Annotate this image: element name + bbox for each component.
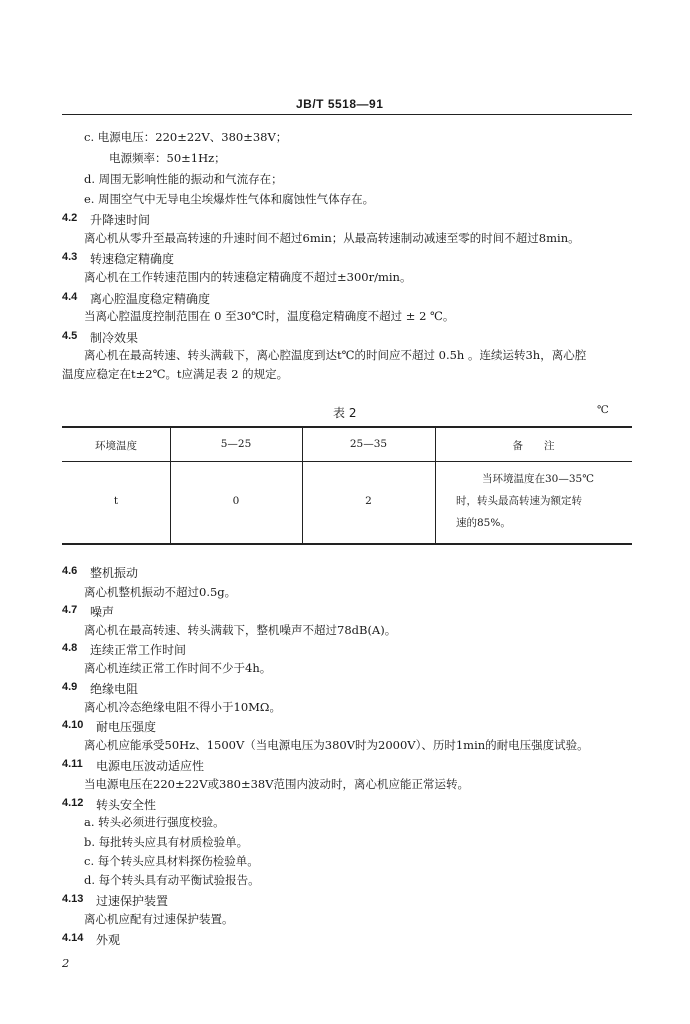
section-title: 制冷效果 — [90, 331, 139, 345]
table-bottom-rule — [62, 543, 632, 545]
text-line: 离心机在最高转速、转头满载下，整机噪声不超过78dB(A)。 — [84, 623, 397, 637]
text-line: a. 转头必须进行强度校验。 — [84, 815, 225, 829]
table-note-line: 时，转头最高转速为额定转 — [456, 495, 582, 507]
text-line: e. 周围空气中无导电尘埃爆炸性气体和腐蚀性气体存在。 — [84, 192, 375, 206]
section-number: 4.4 — [62, 291, 78, 303]
table-note-line: 速的85%。 — [456, 517, 511, 529]
text-line: 离心机在最高转速、转头满载下，离心腔温度到达t℃的时间应不超过 0.5h 。连续运转3h，离心腔 — [84, 348, 587, 362]
section-number: 4.3 — [62, 251, 78, 263]
text-line: 离心机在工作转速范围内的转速稳定精确度不超过±300r/min。 — [84, 270, 412, 284]
table-caption: 表 2 — [333, 406, 357, 420]
text-line: 离心机连续正常工作时间不少于4h。 — [84, 661, 272, 675]
text-line: 电源频率：50±1Hz； — [109, 151, 226, 165]
document-header: JB/T 5518—91 — [296, 97, 384, 111]
header-rule — [62, 114, 632, 115]
section-title: 电源电压波动适应性 — [96, 759, 205, 773]
text-line: 当离心腔温度控制范围在 0 至30℃时，温度稳定精确度不超过 ± 2 ℃。 — [84, 309, 455, 323]
section-number: 4.9 — [62, 681, 78, 693]
section-title: 离心腔温度稳定精确度 — [90, 292, 211, 306]
text-line: 离心机应能承受50Hz、1500V（当电源电压为380V时为2000V）、历时1min的耐电压强度试验。 — [84, 738, 589, 752]
table-header-cell: 备 注 — [512, 440, 555, 452]
section-number: 4.11 — [62, 758, 83, 770]
section-number: 4.13 — [62, 893, 84, 905]
table-header-cell: 25—35 — [349, 438, 388, 450]
section-number: 4.8 — [62, 642, 78, 654]
section-number: 4.7 — [62, 604, 78, 616]
text-line: 温度应稳定在t±2℃。t应满足表 2 的规定。 — [62, 367, 289, 381]
text-line: d. 每个转头具有动平衡试验报告。 — [84, 873, 260, 887]
section-title: 转头安全性 — [96, 798, 157, 812]
table-unit: ℃ — [597, 404, 609, 416]
table-top-rule — [62, 426, 632, 428]
text-line: 离心机整机振动不超过0.5g。 — [84, 585, 237, 599]
text-line: 离心机冷态绝缘电阻不得小于10MΩ。 — [84, 700, 281, 714]
table-header-cell: 环境温度 — [95, 440, 137, 452]
section-number: 4.14 — [62, 932, 84, 944]
section-number: 4.6 — [62, 565, 78, 577]
table-note-line: 当环境温度在30—35℃ — [482, 473, 594, 485]
section-title: 转速稳定精确度 — [90, 252, 175, 266]
section-number: 4.10 — [62, 719, 84, 731]
table-header-cell: 5—25 — [220, 438, 252, 450]
page-number: 2 — [62, 956, 70, 970]
text-line: b. 每批转头应具有材质检验单。 — [84, 835, 249, 849]
text-line: c. 每个转头应具材料探伤检验单。 — [84, 854, 259, 868]
section-title: 升降速时间 — [90, 213, 151, 227]
text-line: 离心机应配有过速保护装置。 — [84, 912, 234, 926]
section-title: 耐电压强度 — [96, 720, 157, 734]
text-line: 离心机从零升至最高转速的升速时间不超过6min；从最高转速制动减速至零的时间不超过8min。 — [84, 231, 580, 245]
text-line: d. 周围无影响性能的振动和气流存在； — [84, 172, 283, 186]
table-cell: 0 — [232, 495, 240, 507]
table-cell: t — [113, 495, 119, 507]
table-header-rule — [62, 461, 632, 462]
section-title: 绝缘电阻 — [90, 682, 139, 696]
section-title: 连续正常工作时间 — [90, 643, 187, 657]
text-line: 当电源电压在220±22V或380±38V范围内波动时，离心机应能正常运转。 — [84, 777, 470, 791]
section-title: 过速保护装置 — [96, 894, 169, 908]
section-title: 噪声 — [90, 605, 115, 619]
text-line: c. 电源电压：220±22V、380±38V； — [84, 130, 288, 144]
section-title: 外观 — [96, 933, 121, 947]
section-number: 4.12 — [62, 797, 84, 809]
section-title: 整机振动 — [90, 566, 139, 580]
section-number: 4.2 — [62, 212, 78, 224]
table-cell: 2 — [365, 495, 372, 507]
section-number: 4.5 — [62, 330, 78, 342]
